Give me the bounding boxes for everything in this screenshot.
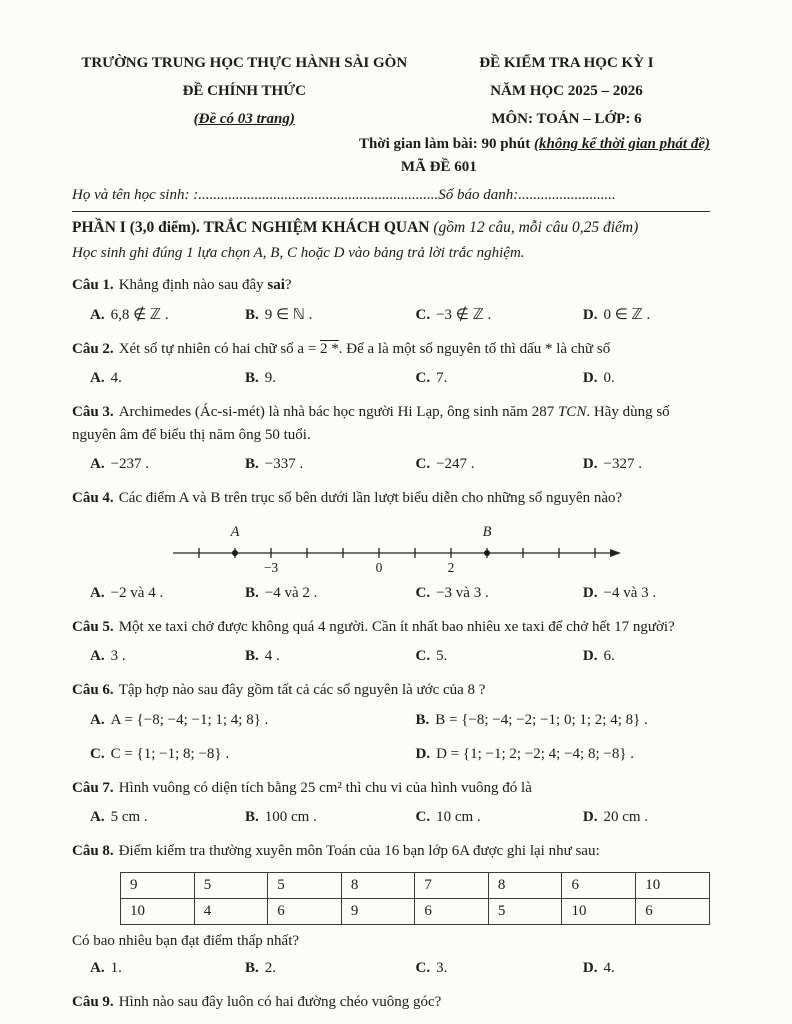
table-cell: 8 <box>488 872 562 898</box>
option <box>90 305 245 326</box>
option <box>245 583 416 604</box>
part1-heading-italic: (gồm 12 câu, mỗi câu 0,25 điểm) <box>429 219 639 237</box>
option <box>90 958 245 979</box>
option <box>583 454 710 475</box>
question-2-options <box>72 368 710 389</box>
header-right <box>423 50 710 133</box>
point-b-dot <box>484 550 490 556</box>
duration-line <box>72 136 710 153</box>
option-letter: D. <box>582 809 598 826</box>
option <box>90 454 245 475</box>
option-text: 5 cm . <box>110 809 148 826</box>
option-text: −4 và 3 . <box>603 584 657 601</box>
option-text: 3 . <box>110 648 126 665</box>
option-text: −327 . <box>603 456 642 473</box>
question-text: Hình vuông có diện tích bằng 25 cm² thì chu vi của hình vuông đó là <box>118 779 532 796</box>
question-5-options <box>72 646 710 667</box>
table-cell: 7 <box>415 872 489 898</box>
option-letter: D. <box>582 306 598 323</box>
question-6 <box>72 679 710 765</box>
question-text-pre: Archimedes (Ác-si-mét) là nhà bác học người Hi Lạp, ông sinh năm 287 <box>118 404 558 421</box>
table-cell: 5 <box>268 872 342 898</box>
part1-instruction: Học sinh ghi đúng 1 lựa chọn A, B, C hoặc D vào bảng trả lời trắc nghiệm. <box>72 245 525 262</box>
question-label: Câu 7. <box>72 779 114 796</box>
option-letter: D. <box>582 370 598 387</box>
option-text: 3. <box>436 959 448 976</box>
table-cell: 10 <box>121 898 195 924</box>
duration-text: Thời gian làm bài: 90 phút <box>358 136 531 153</box>
option-letter: C. <box>415 584 431 601</box>
subject-line: MÔN: TOÁN – LỚP: 6 <box>491 110 642 127</box>
option-text: 1. <box>110 959 122 976</box>
overline-number: 2 * <box>320 340 339 357</box>
point-a-label: A <box>230 523 240 540</box>
axis-arrowhead <box>610 549 621 557</box>
question-text: Hình nào sau đây luôn có hai đường chéo vuông góc? <box>118 993 442 1010</box>
question-4-options <box>72 583 710 604</box>
option-text: D = {1; −1; 2; −2; 4; −4; 8; −8} . <box>436 745 635 762</box>
option <box>416 368 583 389</box>
option-letter: D. <box>582 648 598 665</box>
question-2 <box>72 338 710 390</box>
option-letter: C. <box>415 456 431 473</box>
option-text: 7. <box>436 370 448 387</box>
table-cell: 6 <box>636 898 710 924</box>
number-line-svg <box>167 519 637 575</box>
option-text: 0. <box>603 370 615 387</box>
school-name: TRƯỜNG TRUNG HỌC THỰC HÀNH SÀI GÒN <box>81 55 408 71</box>
option-letter: A. <box>90 306 105 323</box>
point-b-label: B <box>482 523 492 540</box>
student-id-label: Số báo danh: <box>438 187 519 204</box>
option <box>245 646 416 667</box>
tick-label-neg3: −3 <box>263 559 279 575</box>
option <box>583 958 710 979</box>
option <box>90 583 245 604</box>
question-8 <box>72 840 710 979</box>
option-text: 2. <box>264 959 277 976</box>
option-text: −3 ∉ ℤ . <box>436 306 492 323</box>
doc-type: ĐỀ CHÍNH THỨC <box>182 82 306 99</box>
question-8-subquestion: Có bao nhiêu bạn đạt điểm thấp nhất? <box>72 932 300 949</box>
question-2-text <box>72 338 710 361</box>
question-bold-word: sai <box>267 277 285 294</box>
part1-heading-bold: PHẦN I (3,0 điểm). TRẮC NGHIỆM KHÁCH QUAN <box>72 219 430 237</box>
option <box>245 368 416 389</box>
option-letter: C. <box>415 306 431 323</box>
question-4 <box>72 487 710 604</box>
question-5 <box>72 616 710 668</box>
part1-heading <box>72 219 710 237</box>
question-7 <box>72 777 710 829</box>
option-text: 20 cm . <box>603 809 649 826</box>
option-letter: C. <box>90 745 105 762</box>
option-letter: C. <box>415 809 431 826</box>
option-letter: B. <box>245 370 259 387</box>
option-text: 10 cm . <box>436 809 481 826</box>
option <box>90 710 416 731</box>
question-text: Tập hợp nào sau đây gồm tất cả các số nguyên là ước của 8 ? <box>118 682 486 699</box>
question-text-post: . Hãy dùng số nguyên âm để biểu thị năm ông 50 tuổi. <box>72 404 670 443</box>
option <box>416 305 583 326</box>
option-letter: D. <box>582 959 598 976</box>
exam-header <box>72 50 710 133</box>
option-text: 4 . <box>264 648 280 665</box>
question-3-options <box>72 454 710 475</box>
question-1 <box>72 274 710 326</box>
option-text: 9. <box>264 370 277 387</box>
option <box>416 710 711 731</box>
question-9 <box>72 991 710 1014</box>
table-cell: 8 <box>341 872 415 898</box>
option-text: 6,8 ∉ ℤ . <box>110 306 169 323</box>
option <box>90 744 416 765</box>
table-row <box>121 872 710 898</box>
question-label: Câu 6. <box>72 682 114 699</box>
option-text: 9 ∈ ℕ . <box>264 306 313 323</box>
table-cell: 5 <box>488 898 562 924</box>
option-letter: C. <box>415 648 431 665</box>
question-label: Câu 3. <box>72 404 114 421</box>
question-text-pre: Khẳng định nào sau đây <box>118 277 268 294</box>
option-text: C = {1; −1; 8; −8} . <box>110 745 230 762</box>
option-text: 5. <box>436 648 448 665</box>
question-label: Câu 4. <box>72 490 114 507</box>
table-cell: 4 <box>194 898 268 924</box>
question-label: Câu 1. <box>72 277 114 294</box>
question-6-text <box>72 679 710 702</box>
table-cell: 10 <box>562 898 636 924</box>
tick-label-zero: 0 <box>375 559 383 575</box>
option <box>416 744 711 765</box>
question-7-options <box>72 807 710 828</box>
pages-note: (Đề có 03 trang) <box>193 110 295 127</box>
question-label: Câu 9. <box>72 993 114 1010</box>
question-label: Câu 2. <box>72 340 114 357</box>
option <box>583 368 710 389</box>
question-3 <box>72 401 710 475</box>
option-text: −247 . <box>436 456 475 473</box>
option-letter: B. <box>415 711 430 728</box>
table-row <box>121 898 710 924</box>
option-text: −3 và 3 . <box>436 584 489 601</box>
option <box>583 646 710 667</box>
question-5-text <box>72 616 710 639</box>
question-3-text <box>72 401 710 446</box>
option <box>416 958 583 979</box>
question-text: Các điểm A và B trên trục số bên dưới lần lượt biểu diễn cho những số nguyên nào? <box>118 490 623 507</box>
option <box>245 958 416 979</box>
question-9-text <box>72 991 710 1014</box>
question-text-post: . Để a là một số nguyên tố thì dấu * là chữ số <box>338 340 611 357</box>
student-info-line <box>72 187 710 212</box>
exam-code: MÃ ĐỀ 601 <box>400 159 477 176</box>
tick-label-two: 2 <box>447 559 455 575</box>
option <box>583 807 710 828</box>
option-letter: B. <box>245 648 259 665</box>
option-text: 6. <box>603 648 615 665</box>
question-text-post: ? <box>284 277 292 294</box>
option-text: −237 . <box>110 456 150 473</box>
option <box>583 583 710 604</box>
question-6-options <box>72 710 710 765</box>
student-name-label: Họ và tên học sinh: : <box>72 187 199 204</box>
exam-title: ĐỀ KIỂM TRA HỌC KỲ I <box>479 55 654 71</box>
question-text: Một xe taxi chở được không quá 4 người. Cần ít nhất bao nhiêu xe taxi để chở hết 17 người? <box>118 618 675 635</box>
question-1-options <box>72 305 710 326</box>
option-letter: B. <box>245 306 259 323</box>
table-cell: 6 <box>415 898 489 924</box>
option-letter: B. <box>245 959 259 976</box>
table-cell: 9 <box>341 898 415 924</box>
question-text: Điểm kiểm tra thường xuyên môn Toán của 16 bạn lớp 6A được ghi lại như sau: <box>118 843 600 860</box>
question-4-text <box>72 487 710 510</box>
option-letter: B. <box>245 584 259 601</box>
option <box>90 646 245 667</box>
number-line-figure <box>167 519 710 575</box>
option-letter: A. <box>90 648 105 665</box>
option-letter: D. <box>415 745 431 762</box>
option-letter: A. <box>90 370 105 387</box>
option <box>416 807 583 828</box>
question-text-pre: Xét số tự nhiên có hai chữ số a = <box>118 340 321 357</box>
option-text: A = {−8; −4; −1; 1; 4; 8} . <box>110 711 269 728</box>
table-cell: 5 <box>194 872 268 898</box>
option-letter: A. <box>90 809 105 826</box>
option <box>245 305 416 326</box>
question-8-text <box>72 840 710 863</box>
option-letter: D. <box>582 584 598 601</box>
option-text: B = {−8; −4; −2; −1; 0; 1; 2; 4; 8} . <box>435 711 648 728</box>
option-letter: B. <box>245 456 259 473</box>
option-text: 4. <box>110 370 122 387</box>
question-8-options <box>72 958 710 979</box>
option-text: 4. <box>603 959 615 976</box>
option-text: 0 ∈ ℤ . <box>603 306 651 323</box>
option-text: −4 và 2 . <box>264 584 318 601</box>
option <box>416 454 583 475</box>
option-letter: C. <box>415 370 431 387</box>
score-table <box>120 872 710 925</box>
question-1-text <box>72 274 710 297</box>
option <box>416 646 583 667</box>
question-label: Câu 5. <box>72 618 114 635</box>
question-7-text <box>72 777 710 800</box>
option-text: −2 và 4 . <box>110 584 164 601</box>
option <box>245 807 416 828</box>
option-letter: A. <box>90 711 105 728</box>
table-cell: 6 <box>268 898 342 924</box>
option-letter: A. <box>90 959 105 976</box>
option-letter: D. <box>582 456 598 473</box>
header-left <box>72 50 417 133</box>
table-cell: 10 <box>636 872 710 898</box>
question-label: Câu 8. <box>72 843 114 860</box>
option-letter: A. <box>90 456 105 473</box>
option <box>90 368 245 389</box>
point-a-dot <box>232 550 238 556</box>
student-name-dots: ................................................................ <box>198 187 439 204</box>
question-italic-word: TCN <box>557 404 587 421</box>
table-cell: 6 <box>562 872 636 898</box>
duration-note: (không kể thời gian phát đề) <box>534 136 710 153</box>
school-year: NĂM HỌC 2025 – 2026 <box>490 82 643 99</box>
option <box>245 454 416 475</box>
option <box>90 807 245 828</box>
option <box>583 305 710 326</box>
option <box>416 583 583 604</box>
option-letter: B. <box>245 809 259 826</box>
option-letter: A. <box>90 584 105 601</box>
option-text: −337 . <box>264 456 304 473</box>
option-text: 100 cm . <box>264 809 317 826</box>
table-cell: 9 <box>121 872 195 898</box>
student-id-dots: .......................... <box>518 187 616 204</box>
option-letter: C. <box>415 959 431 976</box>
